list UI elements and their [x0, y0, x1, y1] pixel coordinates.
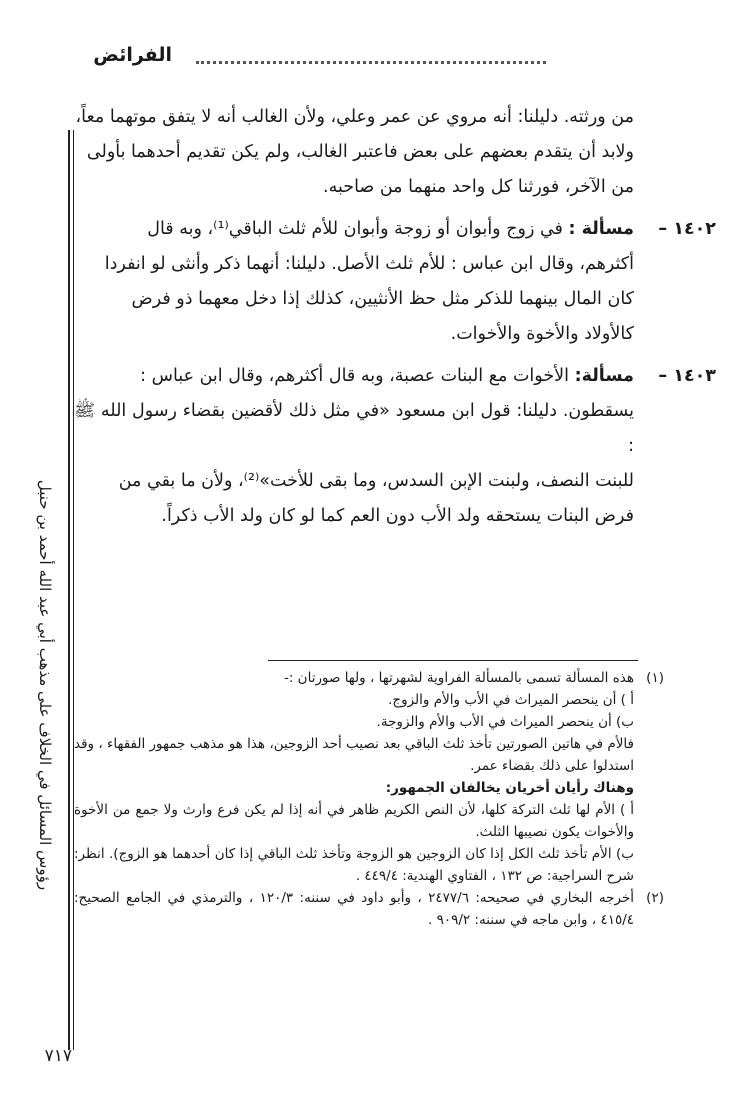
intro-line: من الآخر، فورثنا كل واحد منهما من صاحبه.	[323, 177, 634, 197]
footnote-item: ب) الأم تأخذ ثلث الكل إذا كان الزوجين هو الزوجة وتأخذ ثلث الباقي إذا كان أحدهما هو الزوج). انظر: شرح السراجية: ص ١٣٢ ، الفتاوي الهندية: ٤٤٩/٤ .	[74, 846, 634, 884]
page-number: ٧١٧	[44, 1046, 72, 1066]
footnote-text: أخرجه البخاري في صحيحه: ٢٤٧٧/٦ ، وأبو داود في سننه: ١٢٠/٣ ، والترمذي في الجامع الصحيح: ٤١٥/٤ ، وابن ماجه في سننه: ٩٠٩/٢ .	[74, 890, 634, 928]
intro-line: من ورثته. دليلنا: أنه مروي عن عمر وعلي، ولأن الغالب أنه لا يتفق موتهما معاً،	[75, 107, 634, 127]
issue-line: كالأولاد والأخوة والأخوات.	[450, 324, 634, 344]
book-side-title	[30, 479, 60, 891]
issue-1402	[74, 212, 716, 247]
issue-number: ١٤٠٢ –	[658, 219, 716, 239]
issue-line: فرض البنات يستحقه ولد الأب دون العم كما لو كان ولد الأب ذكراً.	[161, 506, 634, 526]
footnote-2	[74, 887, 664, 931]
footnote-heading: وهناك رأيان أخريان يخالفان الجمهور:	[385, 780, 634, 796]
intro-line: ولابد أن يتقدم بعضهم على بعض فاعتبر الغالب، ولم يكن تقديم أحدهما بأولى	[86, 142, 634, 162]
footnote-text: هذه المسألة تسمى بالمسألة الفراوية لشهرتها ، ولها صورتان :-	[283, 670, 634, 686]
issue-1403	[74, 359, 716, 394]
footnote-number: (٢)	[646, 890, 664, 906]
page-header-title: الفرائض	[93, 44, 172, 66]
footnote-paragraph: فالأم في هاتين الصورتين تأخذ ثلث الباقي بعد نصيب أحد الزوجين، هذا هو مذهب جمهور الفقهاء ، وقد استدلوا على ذلك بقضاء عمر.	[74, 736, 634, 774]
issue-line: أكثرهم، وقال ابن عباس : للأم ثلث الأصل. دليلنا: أنهما ذكر وأنثى لو انفردا	[104, 254, 634, 274]
main-text	[74, 100, 716, 534]
side-rule	[68, 130, 70, 1050]
issue-label: مسألة :	[568, 219, 634, 239]
issue-line: الأخوات مع البنات عصبة، وبه قال أكثرهم، وقال ابن عباس :	[140, 366, 570, 386]
issue-line: للبنت النصف، ولبنت الإبن السدس، وما بقى للأخت»⁽²⁾، ولأن ما بقي من	[118, 471, 634, 491]
header-rule	[196, 61, 546, 64]
issue-line: يسقطون. دليلنا: قول ابن مسعود «في مثل ذلك لأقضين بقضاء رسول الله ﷺ :	[74, 401, 634, 456]
footnote-number: (١)	[646, 670, 664, 686]
footnote-rule	[268, 660, 638, 661]
footnotes	[74, 667, 664, 931]
footnote-item: أ ) الأم لها ثلث التركة كلها، لأن النص الكريم ظاهر في أنه إذا لم يكن فرع وارث ولا جمع من الأخوة والأخوات يكون نصيبها الثلث.	[74, 802, 634, 840]
book-side-title-text: رؤوس المسائل في الخلاف على مذهب أبي عبد الله أحمد بن حنبل	[36, 479, 54, 891]
footnote-item: أ ) أن ينحصر الميراث في الأب والأم والزوج.	[388, 692, 634, 708]
issue-label: مسألة:	[574, 366, 634, 386]
footnote-1	[74, 667, 664, 689]
issue-line: في زوج وأبوان أو زوجة وأبوان للأم ثلث الباقي⁽¹⁾، وبه قال	[147, 219, 563, 239]
issue-line: كان المال بينهما للذكر مثل حظ الأنثيين، كذلك إذا دخل معهما ذو فرض	[131, 289, 634, 309]
footnote-item: ب) أن ينحصر الميراث في الأب والأم والزوجة.	[376, 714, 634, 730]
issue-number: ١٤٠٣ –	[658, 366, 716, 386]
